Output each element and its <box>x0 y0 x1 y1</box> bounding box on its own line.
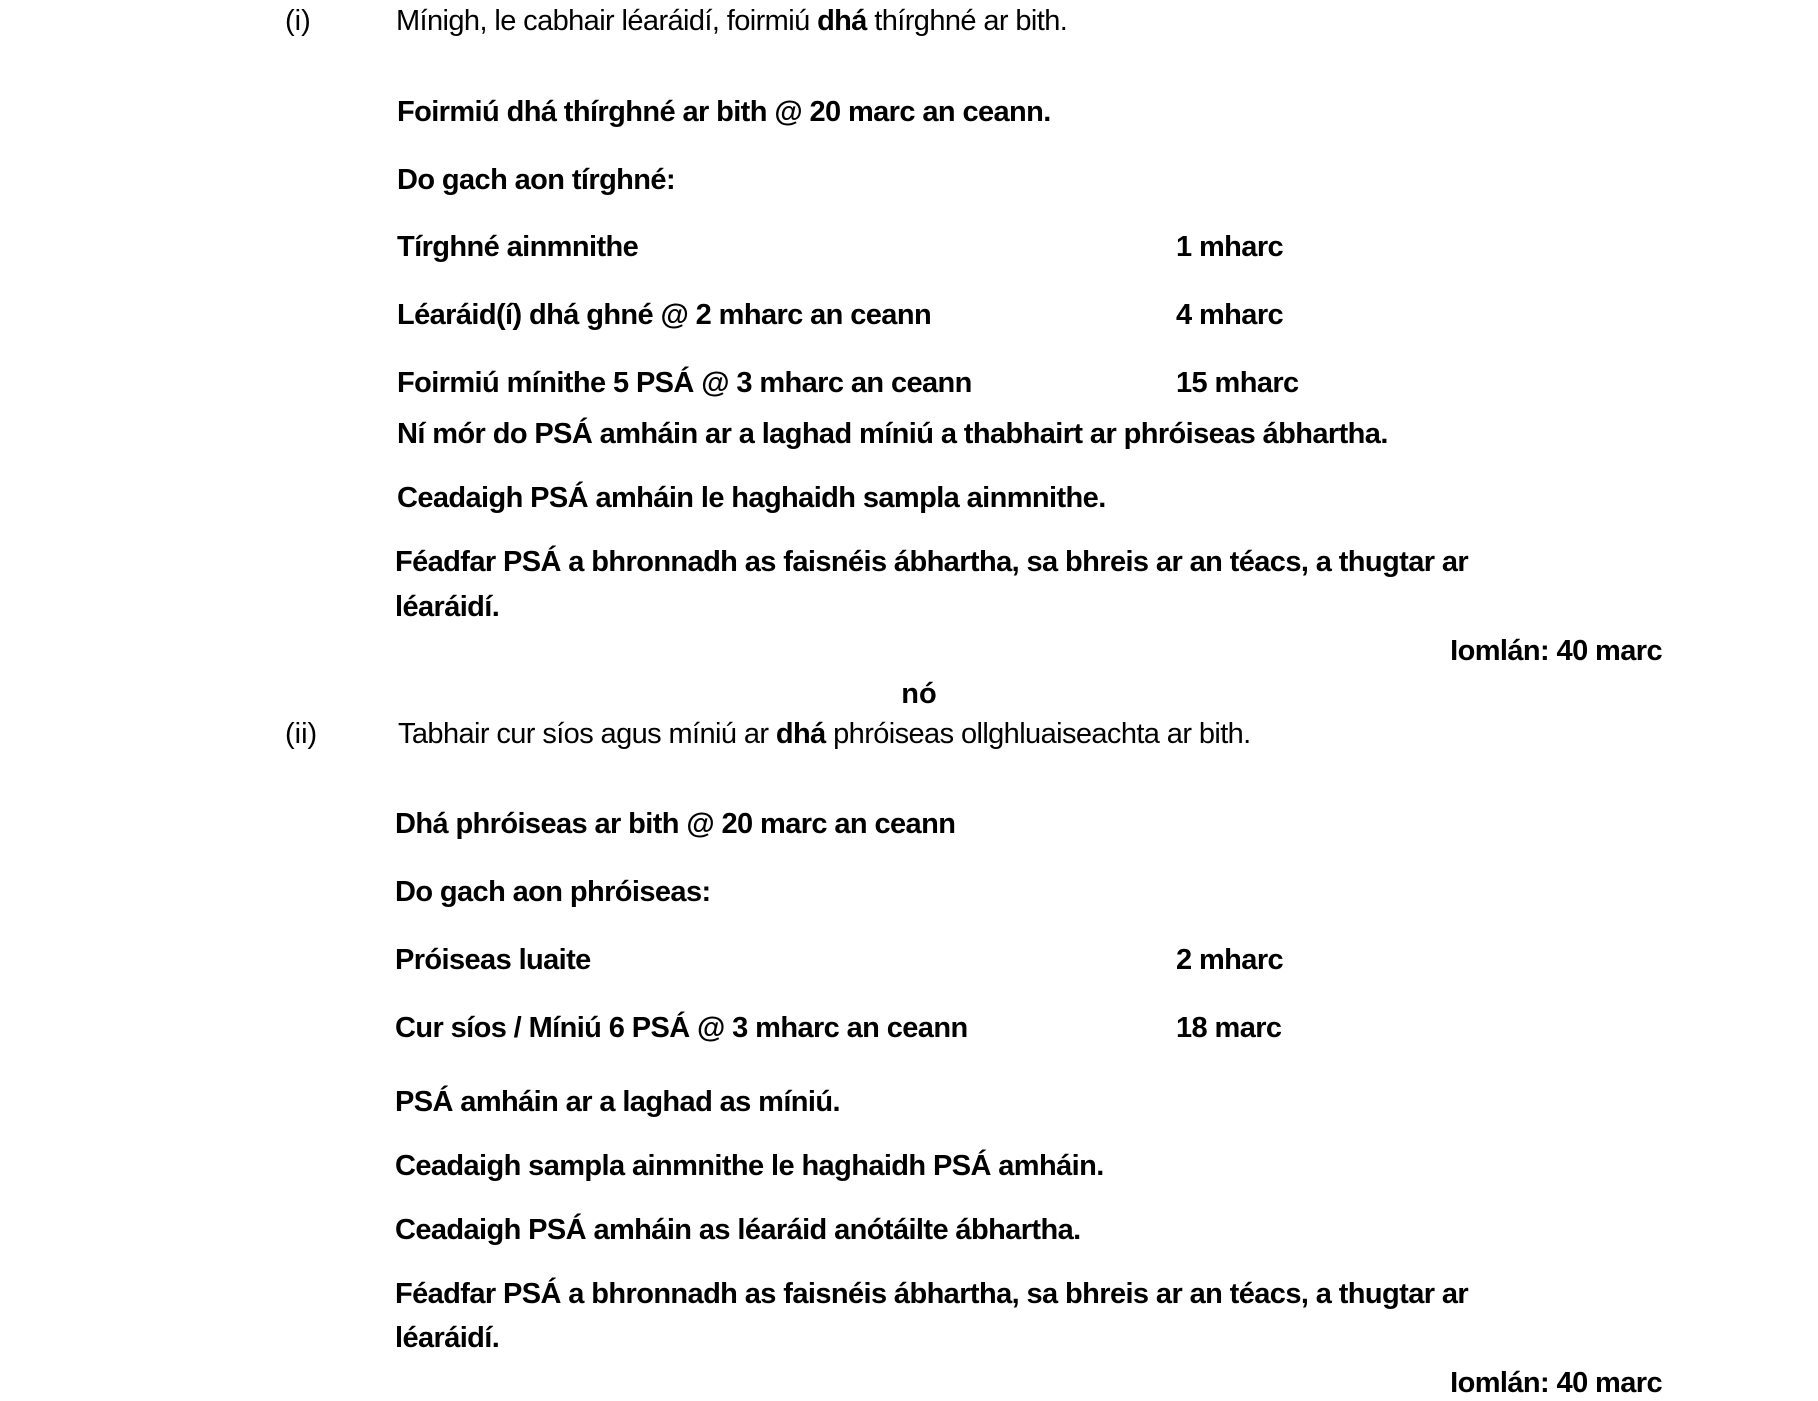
part-ii-intro: Dhá phróiseas ar bith @ 20 marc an ceann <box>395 808 956 840</box>
part-ii-note: Ceadaigh PSÁ amháin as léaráid anótáilte ábhartha. <box>395 1214 1081 1246</box>
part-i-note-final: Féadfar PSÁ a bhronnadh as faisnéis ábhartha, sa bhreis ar an téacs, a thugtar ar <box>395 546 1469 578</box>
question-text: Tabhair cur síos agus míniú ar <box>398 718 776 750</box>
scheme-marks: 15 mharc <box>1176 367 1299 399</box>
question-emphasis: dhá <box>817 5 867 37</box>
scheme-criterion: Próiseas luaite <box>395 944 591 976</box>
scheme-marks: 4 mharc <box>1176 299 1284 331</box>
part-ii-question <box>398 716 1251 752</box>
scheme-criterion: Tírghné ainmnithe <box>397 231 639 263</box>
part-ii-label: (ii) <box>285 718 318 750</box>
part-i-total: Iomlán: 40 marc <box>1450 635 1662 667</box>
part-ii-note: PSÁ amháin ar a laghad as míniú. <box>395 1086 840 1118</box>
part-i-note: Ceadaigh PSÁ amháin le haghaidh sampla ainmnithe. <box>397 482 1106 514</box>
question-text: thírghné ar bith. <box>866 5 1068 37</box>
part-ii-total: Iomlán: 40 marc <box>1450 1367 1662 1399</box>
or-separator: nó <box>901 678 937 710</box>
question-text: phróiseas ollghluaiseachta ar bith. <box>825 718 1251 750</box>
part-ii-note: Ceadaigh sampla ainmnithe le haghaidh PSÁ amháin. <box>395 1150 1104 1182</box>
part-i-intro: Foirmiú dhá thírghné ar bith @ 20 marc an ceann. <box>397 96 1051 128</box>
part-ii-note-final-cont: léaráidí. <box>395 1322 500 1354</box>
scheme-criterion: Foirmiú mínithe 5 PSÁ @ 3 mharc an ceann <box>397 367 972 399</box>
scheme-marks: 18 marc <box>1176 1012 1282 1044</box>
question-text: Mínigh, le cabhair léaráidí, foirmiú <box>396 5 818 37</box>
scheme-criterion: Cur síos / Míniú 6 PSÁ @ 3 mharc an ceann <box>395 1012 968 1044</box>
part-i-label: (i) <box>285 5 311 37</box>
part-ii-per-item: Do gach aon phróiseas: <box>395 876 711 908</box>
scheme-criterion: Léaráid(í) dhá ghné @ 2 mharc an ceann <box>397 299 932 331</box>
part-i-per-item: Do gach aon tírghné: <box>397 164 676 196</box>
part-i-note: Ní mór do PSÁ amháin ar a laghad míniú a thabhairt ar phróiseas ábhartha. <box>397 418 1388 450</box>
scheme-marks: 2 mharc <box>1176 944 1284 976</box>
scheme-marks: 1 mharc <box>1176 231 1284 263</box>
question-emphasis: dhá <box>775 718 826 750</box>
part-i-question <box>396 3 1067 39</box>
part-ii-note-final: Féadfar PSÁ a bhronnadh as faisnéis ábhartha, sa bhreis ar an téacs, a thugtar ar <box>395 1278 1469 1310</box>
part-i-note-final-cont: léaráidí. <box>395 591 500 623</box>
